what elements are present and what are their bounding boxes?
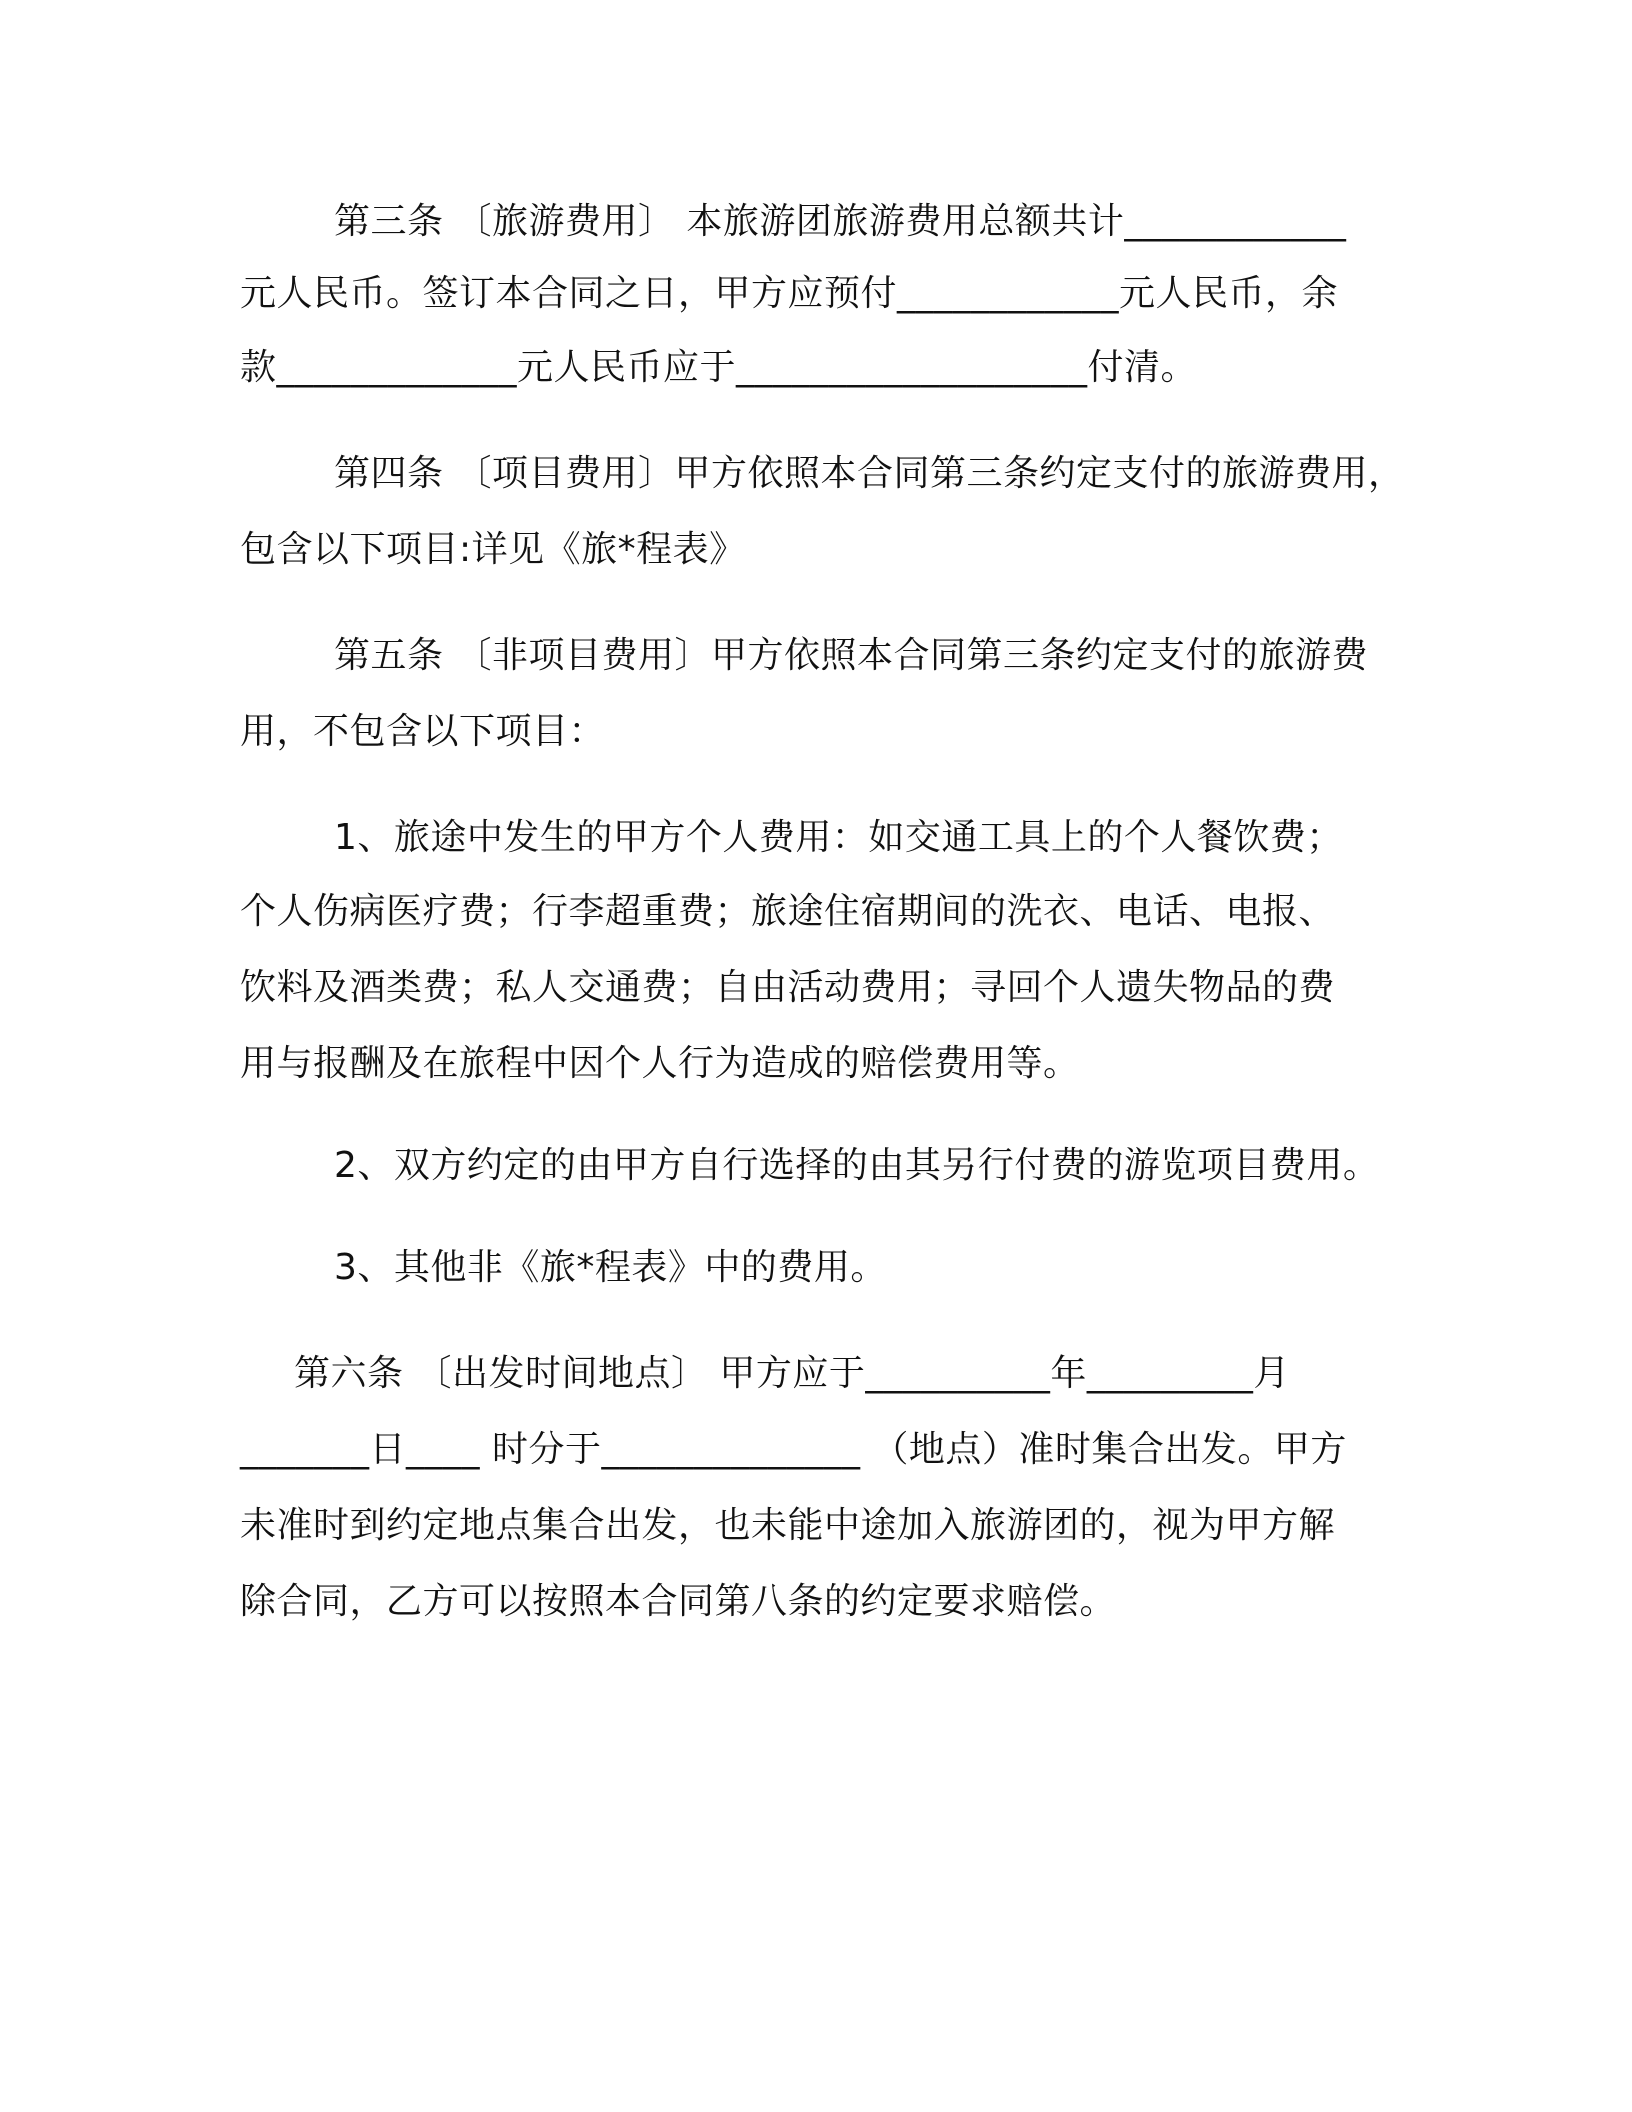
item-1-line-2: 个人伤病医疗费；行李超重费；旅途住宿期间的洗衣、电话、电报、 (240, 891, 1336, 932)
item-1-line-3: 饮料及酒类费；私人交通费；自由活动费用；寻回个人遗失物品的费 (240, 967, 1336, 1008)
article-3-line-3: 款_____________元人民币应于___________________付清。 (240, 347, 1198, 388)
article-6-line-4: 除合同，乙方可以按照本合同第八条的约定要求赔偿。 (240, 1581, 1117, 1622)
article-4-line-1: 第四条 〔项目费用〕甲方依照本合同第三条约定支付的旅游费用， (334, 453, 1405, 494)
item-3-line-1: 3、其他非《旅*程表》中的费用。 (334, 1247, 887, 1288)
article-6-line-1: 第六条 〔出发时间地点〕 甲方应于__________年_________月 (294, 1353, 1290, 1394)
item-2-line-1: 2、双方约定的由甲方自行选择的由其另行付费的游览项目费用。 (334, 1145, 1380, 1186)
article-3-line-2: 元人民币。签订本合同之日，甲方应预付____________元人民币，余 (240, 273, 1339, 314)
article-3-line-1: 第三条 〔旅游费用〕 本旅游团旅游费用总额共计____________ (334, 201, 1347, 242)
article-5-line-1: 第五条 〔非项目费用〕甲方依照本合同第三条约定支付的旅游费 (334, 635, 1368, 676)
article-5-line-2: 用，不包含以下项目： (240, 711, 606, 752)
article-6-line-3: 未准时到约定地点集合出发，也未能中途加入旅游团的，视为甲方解 (240, 1505, 1336, 1546)
article-4-line-2: 包含以下项目:详见《旅*程表》 (240, 529, 746, 570)
article-6-line-2: _______日____ 时分于______________ （地点）准时集合出发。甲方 (240, 1429, 1347, 1470)
item-1-line-4: 用与报酬及在旅程中因个人行为造成的赔偿费用等。 (240, 1043, 1080, 1084)
item-1-line-1: 1、旅途中发生的甲方个人费用：如交通工具上的个人餐饮费； (334, 817, 1343, 858)
